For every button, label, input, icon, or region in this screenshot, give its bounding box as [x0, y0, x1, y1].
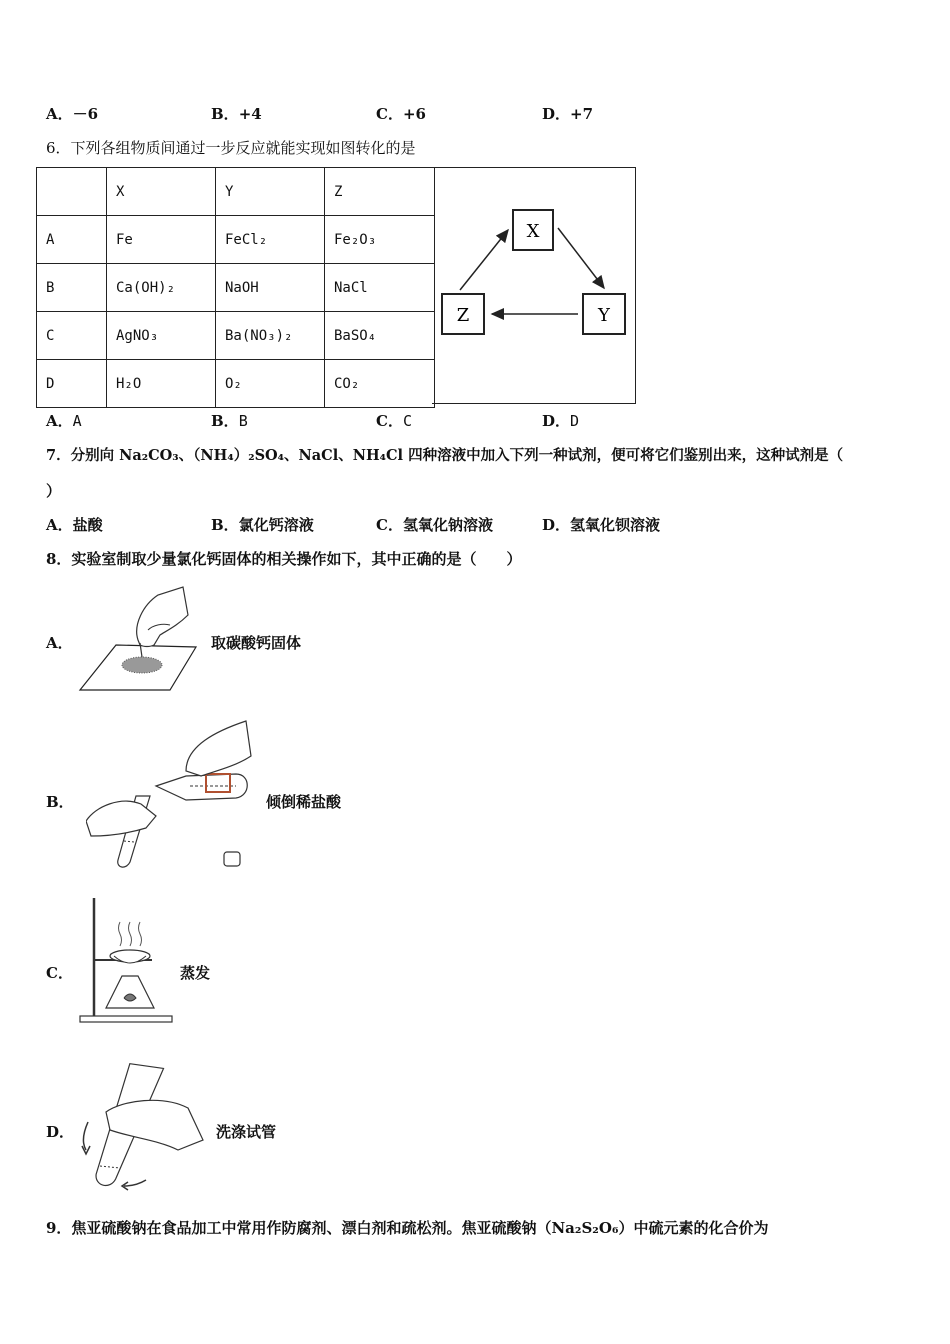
q6-table: [36, 167, 435, 408]
table-cell: BaSO₄: [325, 312, 435, 360]
table-row: [37, 312, 435, 360]
q8-option-c-caption: 蒸发: [180, 964, 211, 982]
q8-option-b-caption: 倾倒稀盐酸: [266, 793, 342, 811]
q6-option-a: A．A: [46, 412, 82, 430]
arrow-z-to-x: [460, 230, 508, 290]
q9-stem: 9．焦亚硫酸钠在食品加工中常用作防腐剂、漂白剂和疏松剂。焦亚硫酸钠（Na₂S₂O₆）中硫元素的化合价为: [46, 1219, 769, 1237]
pour-acid-illustration: [86, 716, 256, 872]
q5-option-c: C．+6: [376, 105, 426, 123]
evaporation-illustration: [78, 896, 178, 1026]
table-cell: C: [37, 312, 107, 360]
q8-option-d-caption: 洗涤试管: [216, 1123, 277, 1141]
table-cell: D: [37, 360, 107, 408]
table-cell: Fe₂O₃: [325, 216, 435, 264]
cycle-diagram-svg: [432, 168, 636, 405]
q6-stem: 6．下列各组物质间通过一步反应就能实现如图转化的是: [46, 139, 416, 157]
z-label: Z: [456, 305, 470, 326]
table-cell: H₂O: [107, 360, 216, 408]
table-cell: B: [37, 264, 107, 312]
table-cell: FeCl₂: [216, 216, 325, 264]
q7-option-c: C．氢氧化钠溶液: [376, 516, 493, 534]
q5-option-d: D．+7: [542, 105, 594, 123]
table-cell: [37, 168, 107, 216]
q7-option-a: A．盐酸: [46, 516, 103, 534]
q6-option-d: D．D: [542, 412, 580, 430]
q6-option-c: C．C: [376, 412, 412, 430]
q8-option-a-letter: A．: [46, 634, 73, 652]
table-cell: X: [107, 168, 216, 216]
q7-option-b: B．氯化钙溶液: [211, 516, 314, 534]
q7-option-d: D．氢氧化钡溶液: [542, 516, 661, 534]
table-cell: AgNO₃: [107, 312, 216, 360]
table-cell: Ca(OH)₂: [107, 264, 216, 312]
arrow-x-to-y: [558, 228, 604, 288]
table-cell: Ba(NO₃)₂: [216, 312, 325, 360]
table-header-row: [37, 168, 435, 216]
table-cell: A: [37, 216, 107, 264]
q8-option-d-letter: D．: [46, 1123, 75, 1141]
q5-option-a: A．－6: [46, 105, 99, 123]
q8-stem: 8．实验室制取少量氯化钙固体的相关操作如下，其中正确的是（ ）: [46, 550, 522, 568]
q5-option-b: B．+4: [211, 105, 262, 123]
wash-tube-illustration: [78, 1060, 208, 1195]
table-cell: Z: [325, 168, 435, 216]
q8-option-b-letter: B．: [46, 793, 74, 811]
q7-stem-line2: ）: [46, 482, 62, 500]
table-cell: NaOH: [216, 264, 325, 312]
table-cell: NaCl: [325, 264, 435, 312]
table-cell: O₂: [216, 360, 325, 408]
q7-stem-line1: 7．分别向 Na₂CO₃、（NH₄）₂SO₄、NaCl、NH₄Cl 四种溶液中加入下列一种试剂，便可将它们鉴别出来，这种试剂是（: [46, 447, 844, 464]
table-cell: Y: [216, 168, 325, 216]
q8-option-c-letter: C．: [46, 964, 73, 982]
q6-option-b: B．B: [211, 412, 248, 430]
table-row: [37, 216, 435, 264]
table-row: [37, 264, 435, 312]
q6-conversion-diagram: [432, 167, 636, 404]
table-cell: Fe: [107, 216, 216, 264]
table-cell: CO₂: [325, 360, 435, 408]
x-label: X: [526, 221, 540, 242]
y-label: Y: [598, 305, 610, 326]
table-row: [37, 360, 435, 408]
q8-option-a-caption: 取碳酸钙固体: [211, 634, 302, 652]
take-solid-illustration: [78, 585, 198, 693]
